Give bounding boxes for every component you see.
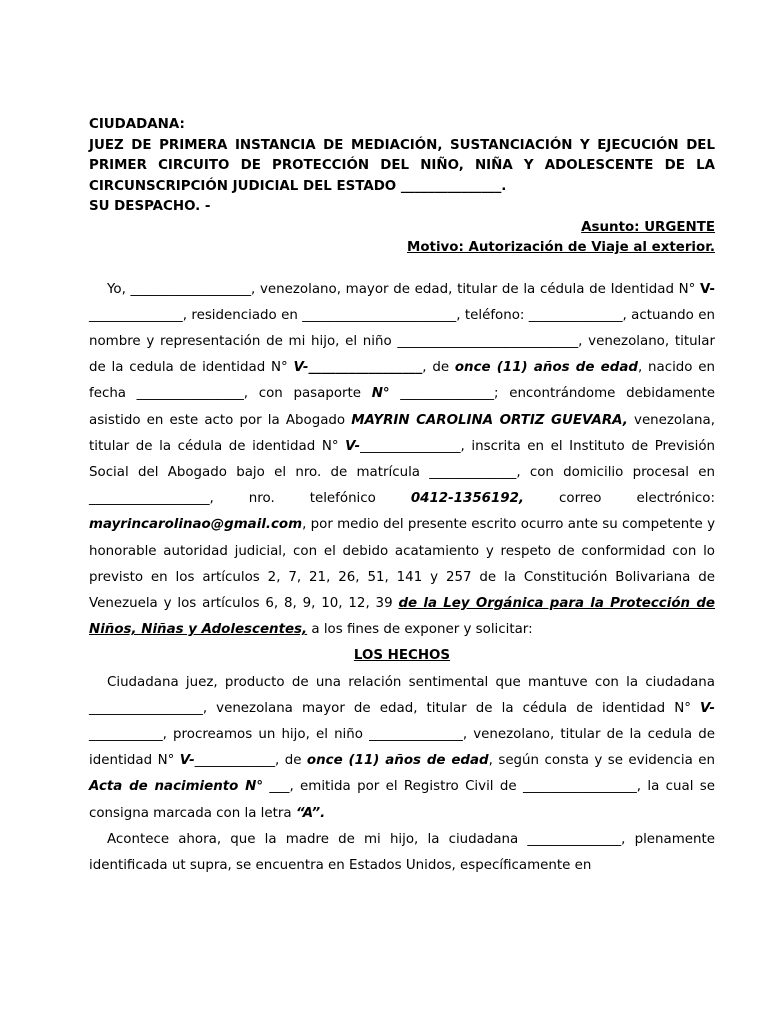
text-segment: ____________, de <box>194 753 307 769</box>
subject-block <box>89 218 715 259</box>
text-segment: 0412-1356192, <box>410 491 524 507</box>
text-segment: V- <box>700 281 715 297</box>
document-body <box>89 115 715 879</box>
text-segment: Acta de nacimiento N° <box>89 779 264 795</box>
text-segment: , según consta y se evidencia en <box>488 753 715 769</box>
text-segment: , por medio del presente escrito ocurro ante su competente y honorable autoridad judicial, con el debido acatamiento y respeto de conformidad con lo previsto en los artículos 2, 7, 21, 26, 51, 141 y 257 de la Constitución Bolivariana de Venezuela y los artículos 6, 8, 9, 10, 12, 39 <box>89 517 715 611</box>
text-segment: , nacido en fecha ________________, con pasaporte <box>89 360 715 402</box>
text-segment: Ciudadana juez, producto de una relación sentimental que mantuve con la ciudadana _________________, venezolana mayor de edad, titular de la cédula de identidad N° <box>89 674 715 716</box>
text-segment: mayrincarolinao@gmail.com <box>89 517 303 533</box>
letter-header <box>89 115 715 218</box>
text-segment: Yo, __________________, venezolano, mayor de edad, titular de la cédula de Identidad N° <box>107 281 701 297</box>
office-line: SU DESPACHO. - <box>89 199 211 214</box>
text-segment: V- <box>700 700 715 716</box>
addressee-line: CIUDADANA: <box>89 117 185 132</box>
text-segment: _________________ <box>308 360 423 376</box>
section-title-hechos: LOS HECHOS <box>353 648 451 664</box>
text-segment: “A”. <box>295 805 326 821</box>
subject-motivo: Motivo: Autorización de Viaje al exterior. <box>407 240 715 255</box>
text-segment: V- <box>293 360 309 376</box>
text-segment: once (11) años de edad <box>454 360 638 376</box>
intro-paragraph <box>89 277 715 644</box>
text-segment: correo electrónico: <box>524 491 715 507</box>
text-segment: V- <box>345 438 361 454</box>
text-segment: ______________, residenciado en _______________________, teléfono: ______________, actuando en nombre y representación de mi hijo, el niño ___________________________, venezolano, titular de la cedula de identidad N° <box>89 307 715 376</box>
text-segment: V- <box>179 753 195 769</box>
text-segment: ___, emitida por el Registro Civil de _________________, la cual se consigna marcada con la letra <box>89 779 715 821</box>
text-segment: de la Ley Orgánica para la Protección de Niños, Niñas y Adolescentes, <box>89 595 715 638</box>
text-segment: N° <box>371 386 390 402</box>
text-segment: once (11) años de edad <box>306 753 489 769</box>
facts-paragraph-1 <box>89 670 715 827</box>
facts-paragraph-2 <box>89 827 715 879</box>
text-segment: _______________, inscrita en el Instituto de Previsión Social del Abogado bajo el nro. de matrícula _____________, con domicilio procesal en __________________, nro. telefónico <box>89 438 716 507</box>
text-segment: MAYRIN CAROLINA ORTIZ GUEVARA, <box>351 412 628 428</box>
spacer <box>89 259 715 277</box>
text-segment: venezolana, titular de la cédula de identidad N° <box>89 412 715 454</box>
text-segment: ______________; encontrándome debidamente asistido en este acto por la Abogado <box>89 386 715 428</box>
judge-title: JUEZ DE PRIMERA INSTANCIA DE MEDIACIÓN, SUSTANCIACIÓN Y EJECUCIÓN DEL PRIMER CIRCUITO DE PROTECCIÓN DEL NIÑO, NIÑA Y ADOLESCENTE DE LA CIRCUNSCRIPCIÓN JUDICIAL DEL ESTADO _______________. <box>89 137 715 194</box>
text-segment: ___________, procreamos un hijo, el niño ______________, venezolano, titular de la cedula de identidad N° <box>89 726 715 769</box>
text-segment: , de <box>422 360 455 376</box>
text-segment: a los fines de exponer y solicitar: <box>307 622 533 638</box>
text-segment: Acontece ahora, que la madre de mi hijo, la ciudadana ______________, plenamente identificada ut supra, se encuentra en Estados Unidos, específicamente en <box>89 831 715 873</box>
subject-asunto: Asunto: URGENTE <box>581 219 715 235</box>
